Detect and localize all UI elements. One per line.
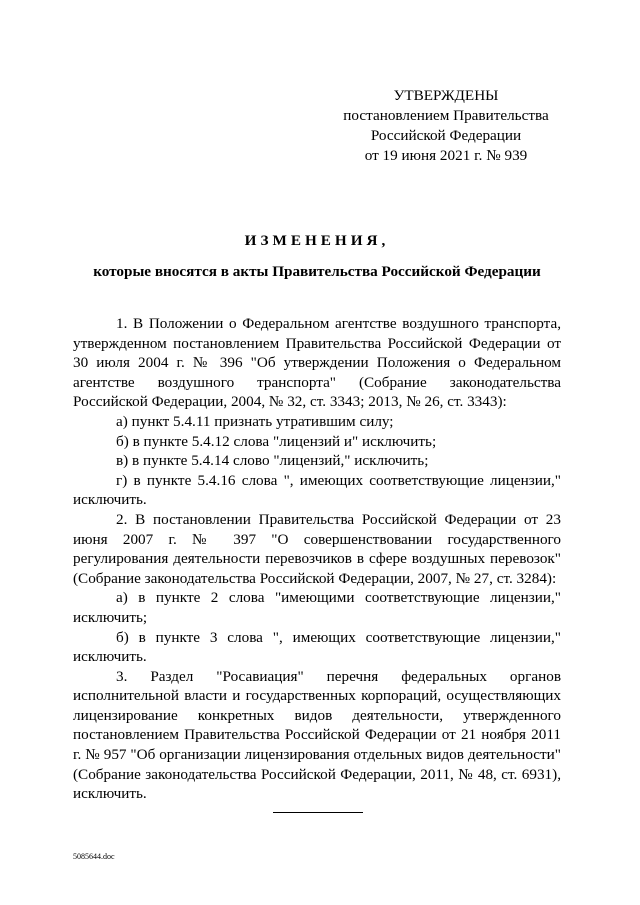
- document-body: [73, 314, 561, 804]
- document-subtitle: которые вносятся в акты Правительства Российской Федерации: [93, 263, 541, 280]
- paragraph-3: 3. Раздел "Росавиация" перечня федеральных органов исполнительной власти и государственных корпораций, осуществляющих лицензирование конкретных видов деятельности, утвержденного постановлением Правительства Российской Федерации от 21 ноября 2011 г. № 957 "Об организации лицензирования отдельных видов деятельности" (Собрание законодательства Российской Федерации, 2011, № 48, ст. 6931), исключить.: [73, 667, 561, 803]
- document-heading: [73, 230, 561, 282]
- paragraph-1: 1. В Положении о Федеральном агентстве воздушного транспорта, утвержденном постановлением Правительства Российской Федерации от 30 июля 2004 г. № 396 "Об утверждении Положения о Федеральном агентстве воздушного транспорта" (Собрание законодательства Российской Федерации, 2004, № 32, ст. 3343; 2013, № 26, ст. 3343):: [73, 315, 561, 411]
- paragraph-1-c: в) в пункте 5.4.14 слово "лицензий," исключить;: [116, 452, 429, 470]
- approval-line-3: от 19 июня 2021 г. № 939: [364, 147, 528, 164]
- approval-stamp: [330, 86, 562, 166]
- paragraph-1-a: а) пункт 5.4.11 признать утратившим силу;: [116, 412, 394, 430]
- approval-line-2: Российской Федерации: [370, 127, 522, 144]
- approval-title: УТВЕРЖДЕНЫ: [393, 87, 499, 104]
- document-title: ИЗМЕНЕНИЯ,: [244, 232, 390, 249]
- paragraph-1-d: г) в пункте 5.4.16 слова ", имеющих соответствующие лицензии," исключить.: [73, 471, 561, 509]
- approval-line-1: постановлением Правительства: [343, 107, 549, 124]
- paragraph-2-a: а) в пункте 2 слова "имеющими соответствующие лицензии," исключить;: [73, 589, 561, 626]
- footer-filename: 5085644.doc: [73, 852, 115, 861]
- paragraph-1-b: б) в пункте 5.4.12 слова "лицензий и" исключить;: [116, 432, 437, 450]
- closing-rule: [273, 812, 363, 813]
- paragraph-2: 2. В постановлении Правительства Российской Федерации от 23 июня 2007 г. № 397 "О совершенствовании государственного регулирования деятельности перевозчиков в сфере воздушных перевозок" (Собрание законодательства Российской Федерации, 2007, № 27, ст. 3284):: [73, 510, 561, 587]
- paragraph-2-b: б) в пункте 3 слова ", имеющих соответствующие лицензии," исключить.: [73, 628, 561, 666]
